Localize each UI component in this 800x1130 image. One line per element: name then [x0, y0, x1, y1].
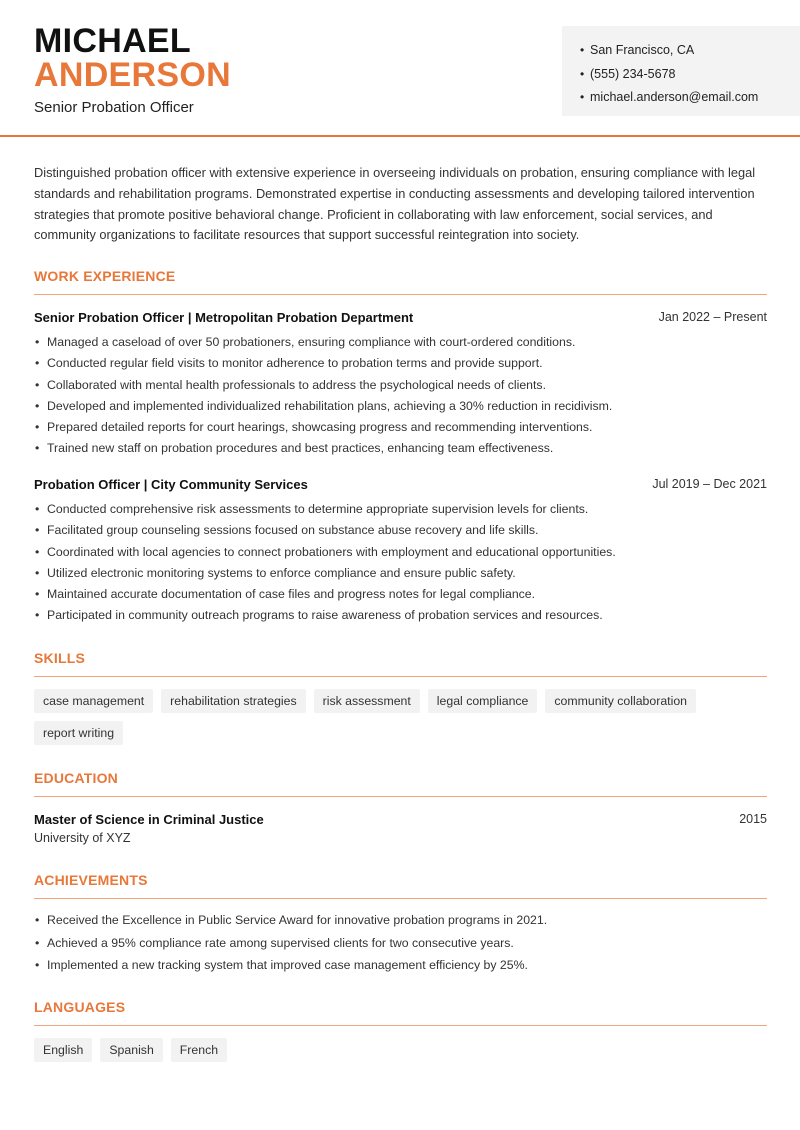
job-dates: Jan 2022 – Present	[658, 310, 767, 324]
list-item: • Implemented a new tracking system that improved case management efficiency by 25%.	[34, 954, 767, 977]
job-role: Probation Officer | City Community Services	[34, 477, 308, 492]
professional-summary: Distinguished probation officer with extensive experience in overseeing individuals on probation, ensuring compliance with legal standards and rehabilitation programs. Demonstrated expertise in conducting assessments and developing tailored intervention strategies that promote positive behavioral change. Proficient in collaborating with law enforcement, social services, and community organizations to facilitate resources that support successful reintegration into society.	[34, 165, 756, 243]
graduation-year: 2015	[739, 812, 767, 826]
list-item: • Facilitated group counseling sessions focused on substance abuse recovery and life skills.	[34, 520, 767, 541]
skill-tag: report writing	[34, 721, 123, 745]
skill-tag: risk assessment	[314, 689, 420, 713]
languages-list	[34, 1038, 767, 1062]
last-name: ANDERSON	[34, 56, 231, 94]
list-item: • Managed a caseload of over 50 probationers, ensuring compliance with court-ordered conditions.	[34, 332, 767, 353]
list-item: • Coordinated with local agencies to connect probationers with employment and educational opportunities.	[34, 542, 767, 563]
language-tag: English	[34, 1038, 92, 1062]
location-text: San Francisco, CA	[590, 43, 695, 57]
language-tag: Spanish	[100, 1038, 162, 1062]
section-divider	[34, 796, 767, 797]
job-role: Senior Probation Officer | Metropolitan Probation Department	[34, 310, 414, 325]
list-item: • Conducted comprehensive risk assessments to determine appropriate supervision levels for clients.	[34, 499, 767, 520]
job-bullets	[34, 332, 767, 460]
list-item: • Conducted regular field visits to monitor adherence to probation terms and provide support.	[34, 353, 767, 374]
skills-list	[34, 689, 767, 745]
bullet-icon: •	[580, 66, 585, 81]
section-title-achievements: ACHIEVEMENTS	[34, 872, 148, 888]
section-divider	[34, 676, 767, 677]
skill-tag: legal compliance	[428, 689, 538, 713]
contact-phone	[580, 63, 800, 87]
section-divider	[34, 898, 767, 899]
job-bullets	[34, 499, 767, 627]
education-row	[34, 812, 767, 827]
list-item: • Trained new staff on probation procedures and best practices, enhancing team effectiveness.	[34, 438, 767, 459]
phone-text: (555) 234-5678	[590, 66, 676, 81]
list-item: • Prepared detailed reports for court hearings, showcasing progress and recommending interventions.	[34, 417, 767, 438]
contact-box	[562, 26, 800, 116]
resume-header	[0, 0, 800, 137]
list-item: • Collaborated with mental health professionals to address the psychological needs of clients.	[34, 375, 767, 396]
bullet-icon: •	[580, 43, 585, 57]
first-name: MICHAEL	[34, 22, 191, 60]
section-title-languages: LANGUAGES	[34, 999, 126, 1015]
job-header	[34, 310, 767, 325]
language-tag: French	[171, 1038, 227, 1062]
section-title-work: WORK EXPERIENCE	[34, 268, 176, 284]
section-divider	[34, 1025, 767, 1026]
list-item: • Maintained accurate documentation of case files and progress notes for legal compliance.	[34, 584, 767, 605]
list-item: • Achieved a 95% compliance rate among supervised clients for two consecutive years.	[34, 932, 767, 955]
section-title-education: EDUCATION	[34, 770, 118, 786]
school-name: University of XYZ	[34, 831, 131, 845]
skill-tag: rehabilitation strategies	[161, 689, 305, 713]
job-dates: Jul 2019 – Dec 2021	[652, 477, 767, 491]
contact-location	[580, 39, 800, 63]
achievements-list	[34, 909, 767, 977]
list-item: • Received the Excellence in Public Service Award for innovative probation programs in 2021.	[34, 909, 767, 932]
skill-tag: community collaboration	[545, 689, 696, 713]
bullet-icon: •	[580, 90, 585, 104]
degree-name: Master of Science in Criminal Justice	[34, 812, 264, 827]
list-item: • Participated in community outreach programs to raise awareness of probation services and resources.	[34, 605, 767, 626]
section-divider	[34, 294, 767, 295]
contact-email	[580, 86, 800, 110]
skill-tag: case management	[34, 689, 153, 713]
email-text: michael.anderson@email.com	[590, 90, 759, 104]
list-item: • Utilized electronic monitoring systems to enforce compliance and ensure public safety.	[34, 563, 767, 584]
list-item: • Developed and implemented individualized rehabilitation plans, achieving a 30% reduction in recidivism.	[34, 396, 767, 417]
job-header	[34, 477, 767, 492]
job-title: Senior Probation Officer	[34, 99, 194, 116]
section-title-skills: SKILLS	[34, 650, 85, 666]
